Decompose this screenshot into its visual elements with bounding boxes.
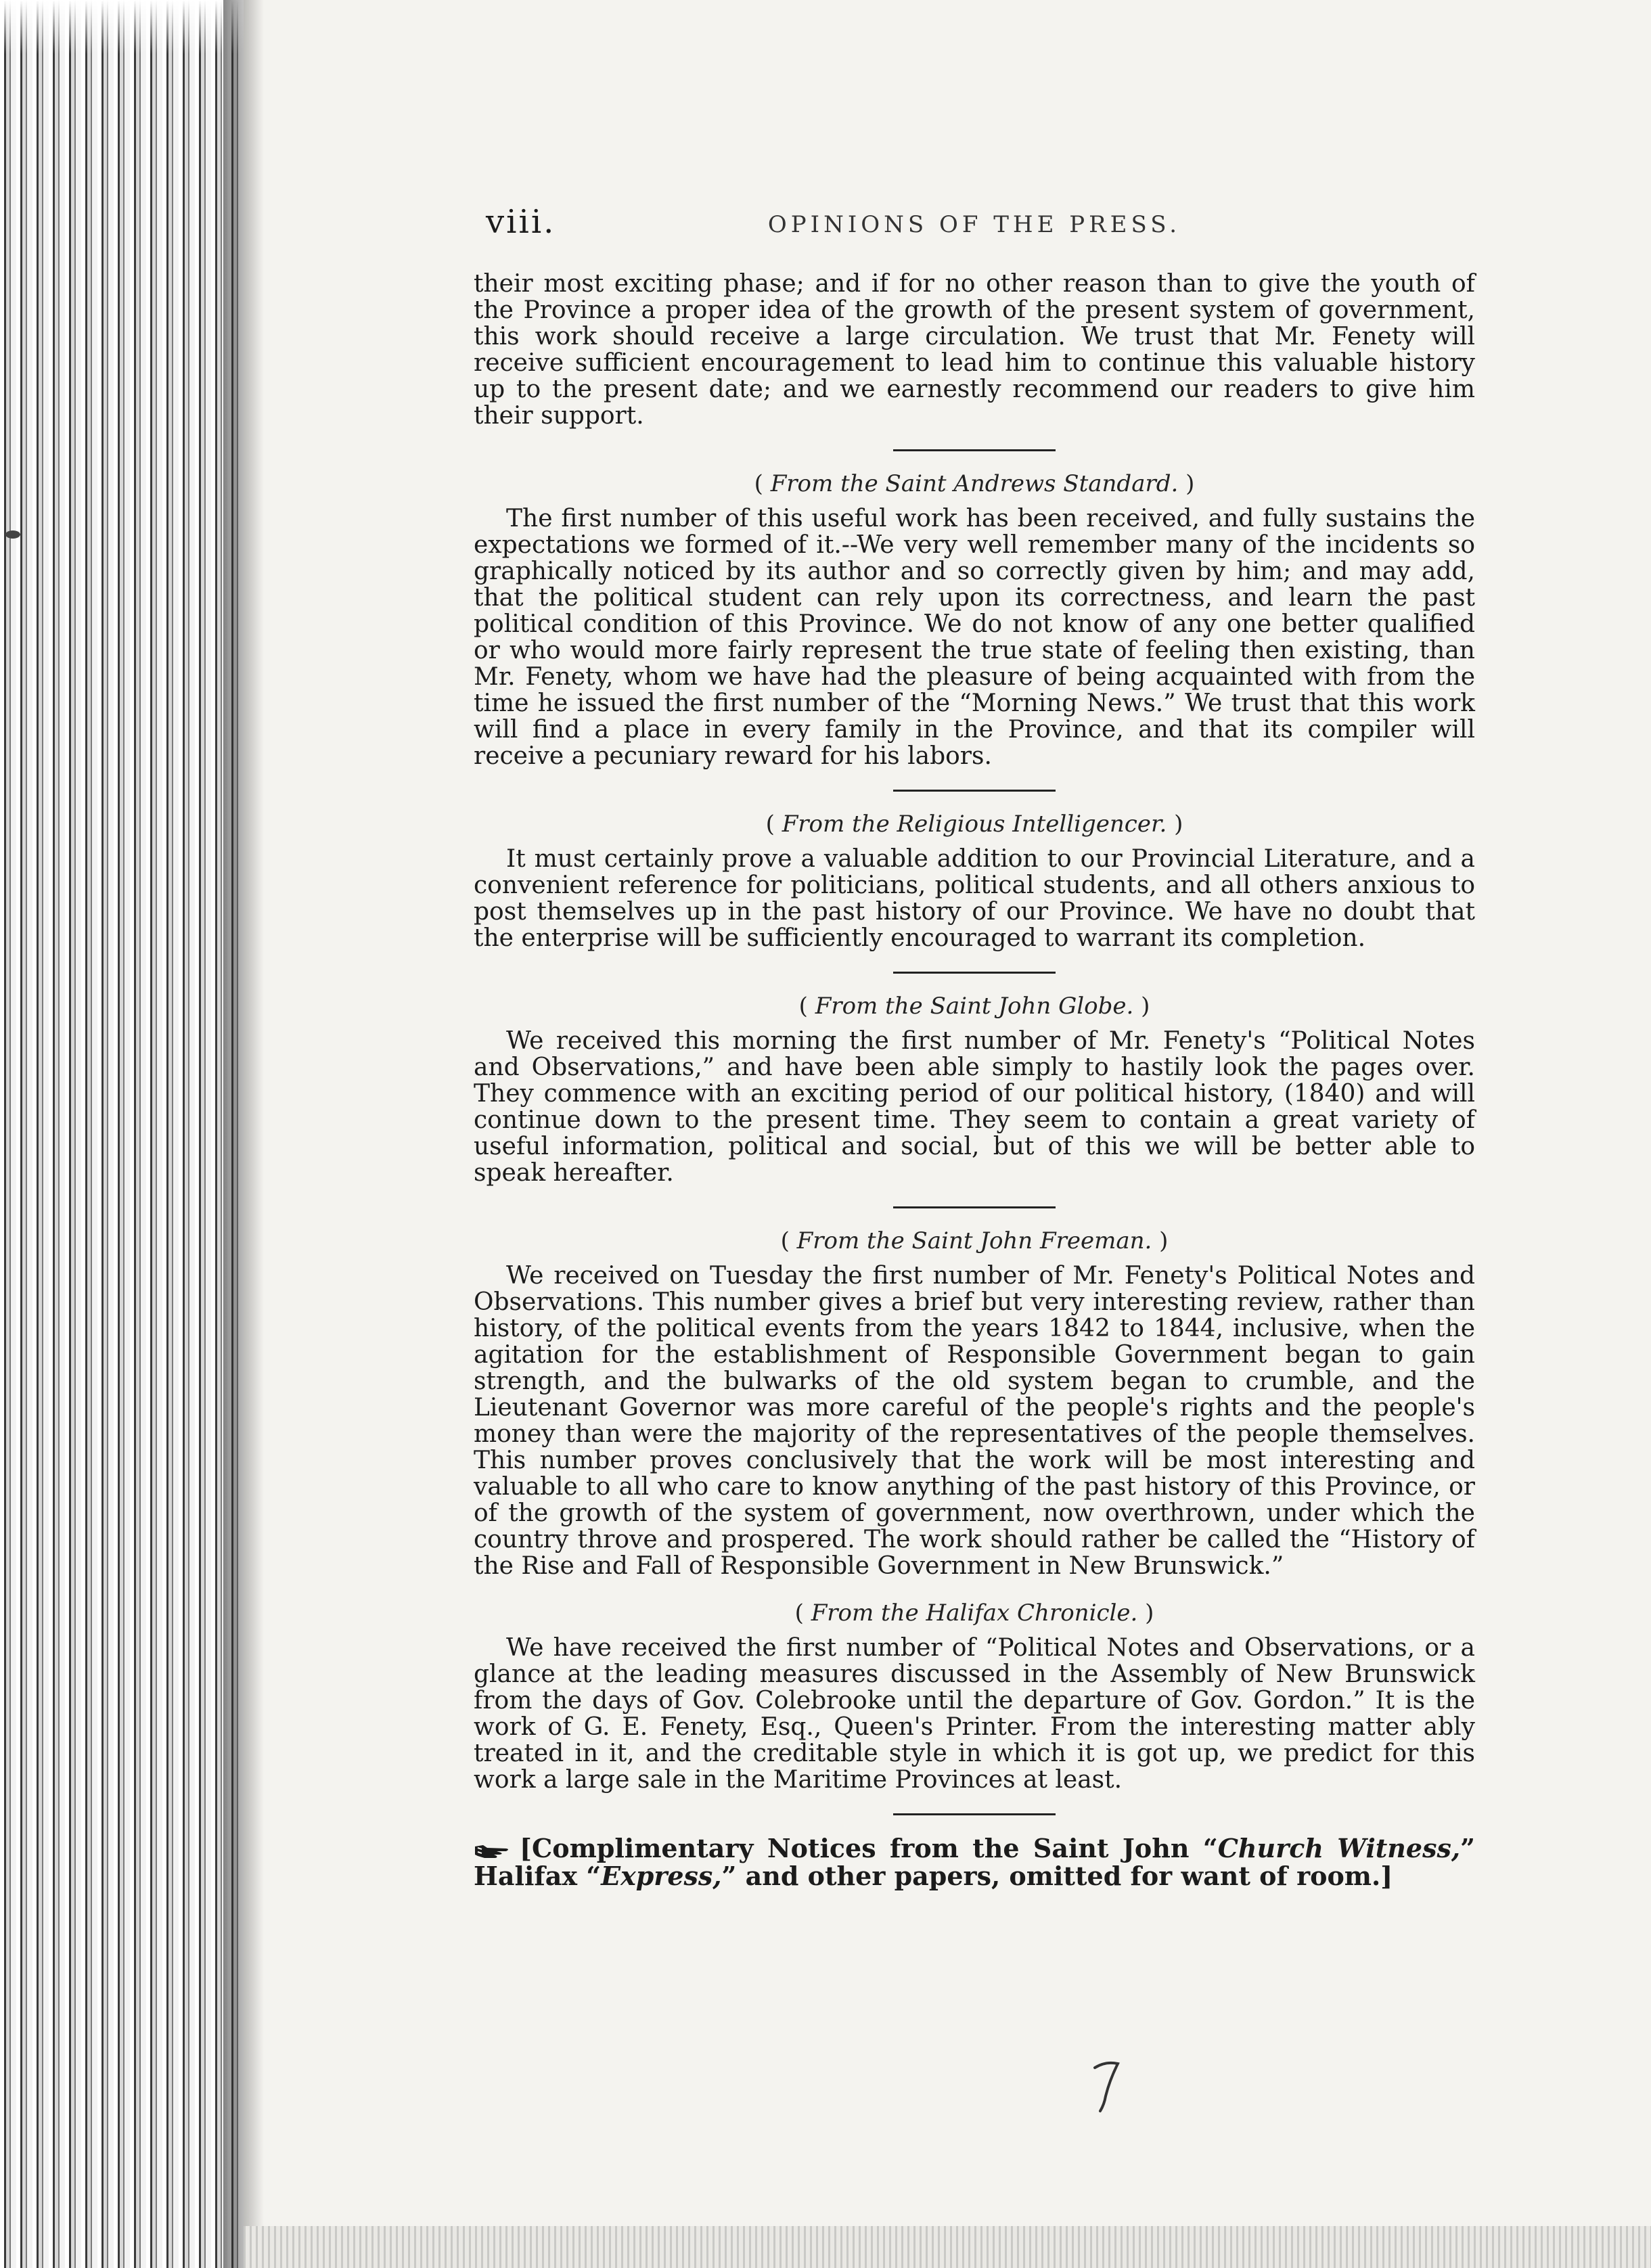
source-title: From the Halifax Chronicle.: [811, 1600, 1138, 1627]
section-paragraph: We have received the first number of “Political Notes and Observations, or a glance at the leading measures discussed in the Assembly of New Brunswick from the days of Gov. Colebrooke until the departure of Gov. Gordon.” It is the work of G. E. Fenety, Esq., Queen's Printer. From the interesting matter ably treated in it, and the creditable style in which it is got up, we predict for this work a large sale in the Maritime Provinces at least.: [474, 1634, 1475, 1794]
book-page-edge: [0, 0, 244, 2268]
section-divider: [893, 790, 1056, 792]
continuation-paragraph: their most exciting phase; and if for no other reason than to give the youth of the Province a proper idea of the growth of the present system of government, this work should receive a large circulation. We trust that Mr. Fenety will receive sufficient encouragement to lead him to continue this valuable history up to the present date; and we earnestly recommend our readers to give him their support.: [474, 270, 1475, 430]
section-paragraph: We received on Tuesday the first number of Mr. Fenety's Political Notes and Observations. This number gives a brief but very interesting review, rather than history, of the political events from the years 1842 to 1844, inclusive, when the agitation for the establishment of Responsible Government began to gain strength, and the bulwarks of the old system began to crumble, and the Lieutenant Governor was more careful of the people's rights and the people's money than were the majority of the representatives of the people themselves. This number proves conclusively that the work will be most interesting and valuable to all who care to know anything of the past history of this Province, or of the growth of the system of government, now overthrown, under which the country throve and prospered. The work should rather be called the “History of the Rise and Fall of Responsible Government in New Brunswick.”: [474, 1262, 1475, 1580]
note-text-part3: ” and other papers, omitted for want of room.]: [721, 1861, 1393, 1891]
section-source: ( From the Saint John Freeman. ): [780, 1227, 1169, 1254]
handwritten-pencil-mark: [1091, 2060, 1125, 2114]
bottom-page-edge: [244, 2226, 1651, 2268]
section-source: ( From the Saint Andrews Standard. ): [754, 470, 1195, 497]
section-paragraph: We received this morning the first number of Mr. Fenety's “Political Notes and Observations,” and have been able simply to hastily look the pages over. They commence with an exciting period of our political history, (1840) and will continue down to the present time. They seem to contain a great variety of useful information, political and social, but of this we will be better able to speak hereafter.: [474, 1027, 1475, 1187]
section-source: ( From the Religious Intelligencer. ): [765, 811, 1183, 838]
source-title: From the Saint John Globe.: [815, 993, 1134, 1020]
section-source: ( From the Saint John Globe. ): [798, 993, 1150, 1020]
note-text-part2: ” Halifax “: [474, 1833, 1475, 1891]
margin-ink-speck: [5, 530, 20, 539]
section-divider: [893, 1206, 1056, 1208]
running-head: [474, 203, 1475, 244]
section-paragraph: The first number of this useful work has been received, and fully sustains the expectations we formed of it.--We very well remember many of the incidents so graphically noticed by its author and so correctly given by him; and may add, that the political student can rely upon its correctness, and learn the past political condition of this Province. We do not know of any one better qualified or who would more fairly represent the true state of feeling then existing, than Mr. Fenety, whom we have had the pleasure of being acquainted with from the time he issued the first number of the “Morning News.” We trust that this work will find a place in every family in the Province, and that its compiler will receive a pecuniary reward for his labors.: [474, 505, 1475, 770]
source-title: From the Saint Andrews Standard.: [770, 470, 1179, 497]
page-edge-highlight: [0, 0, 244, 54]
pointing-hand-icon: [474, 1842, 512, 1860]
section-divider: [893, 1813, 1056, 1815]
section-source: ( From the Halifax Chronicle. ): [794, 1600, 1154, 1627]
section-paragraph: It must certainly prove a valuable addition to our Provincial Literature, and a convenient reference for politicians, political students, and all others anxious to post themselves up in the past history of our Province. We have no doubt that the enterprise will be sufficiently encouraged to warrant its completion.: [474, 845, 1475, 952]
source-title: From the Religious Intelligencer.: [782, 811, 1167, 838]
closing-note: [474, 1834, 1475, 1890]
express-title: Express,: [601, 1861, 722, 1891]
church-witness-title: Church Witness,: [1217, 1833, 1461, 1863]
note-text-part1: [Complimentary Notices from the Saint John “: [520, 1833, 1218, 1863]
section-divider: [893, 449, 1056, 451]
source-title: From the Saint John Freeman.: [796, 1227, 1152, 1254]
running-head-title: OPINIONS OF THE PRESS.: [767, 211, 1181, 238]
book-page: [474, 203, 1475, 1890]
section-divider: [893, 972, 1056, 974]
gutter-shadow: [223, 0, 264, 2268]
spacer: [474, 1579, 1475, 1600]
page-number: viii.: [486, 203, 556, 241]
